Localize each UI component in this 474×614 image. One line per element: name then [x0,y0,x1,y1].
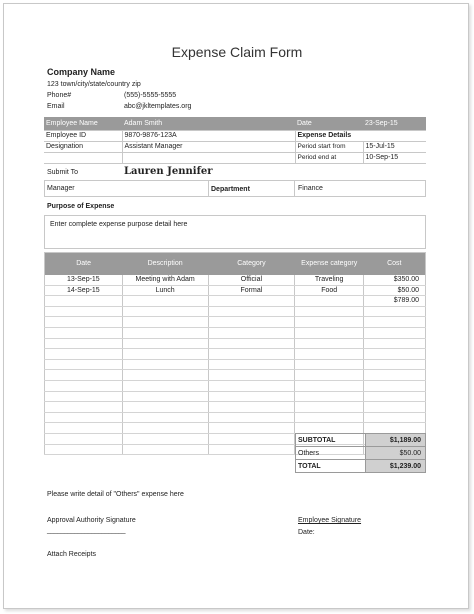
table-row [45,359,426,370]
cell-description[interactable]: Lunch [122,285,208,296]
empty-cell[interactable] [208,349,295,360]
empty-cell[interactable] [364,359,426,370]
cell-description[interactable] [122,296,208,307]
empty-cell[interactable] [295,317,364,328]
cell-expense-category[interactable]: Traveling [295,275,364,286]
empty-cell[interactable] [208,402,295,413]
cell-category[interactable] [208,296,295,307]
approval-signature-line[interactable]: _______________________ [47,527,126,534]
employee-name-value[interactable]: Adam Smith [122,117,295,130]
others-label: Others [296,447,366,460]
col-header-cost: Cost [364,253,426,275]
approval-signature-label: Approval Authority Signature [47,517,136,524]
empty-cell[interactable] [45,402,123,413]
empty-cell[interactable] [122,444,208,455]
empty-cell[interactable] [295,338,364,349]
empty-cell[interactable] [208,380,295,391]
empty-cell[interactable] [208,433,295,444]
empty-cell[interactable] [122,402,208,413]
empty-cell[interactable] [45,338,123,349]
empty-cell[interactable] [295,370,364,381]
empty-cell[interactable] [45,423,123,434]
company-name: Company Name [47,67,116,77]
table-row [45,349,426,360]
empty-cell[interactable] [295,380,364,391]
empty-cell[interactable] [208,444,295,455]
col-header-expense-category: Expense category [295,253,364,275]
cell-date[interactable]: 13-Sep-15 [45,275,123,286]
table-row [45,391,426,402]
cell-category[interactable]: Official [208,275,295,286]
col-header-category: Category [208,253,295,275]
signature-date-label: Date: [298,529,315,536]
empty-cell[interactable] [208,412,295,423]
cell-expense-category[interactable]: Food [295,285,364,296]
table-row [45,285,426,296]
date-value[interactable]: 23-Sep-15 [363,117,426,130]
purpose-textarea[interactable] [44,215,426,249]
empty-cell[interactable] [122,380,208,391]
employee-id-label: Employee ID [44,130,122,141]
empty-cell[interactable] [45,444,123,455]
cell-cost[interactable]: $350.00 [364,275,426,286]
empty-cell[interactable] [295,423,364,434]
empty-cell[interactable] [364,327,426,338]
subtotal-value: $1,189.00 [366,434,426,447]
empty-cell[interactable] [122,349,208,360]
submit-to-name[interactable]: Lauren Jennifer [124,166,213,177]
empty-cell[interactable] [45,349,123,360]
empty-cell[interactable] [122,412,208,423]
table-row [45,370,426,381]
purpose-text: Enter complete expense purpose detail here [50,221,188,228]
empty-cell[interactable] [364,370,426,381]
period-start-value[interactable]: 15-Jul-15 [363,141,426,152]
empty-cell[interactable] [122,327,208,338]
designation-value[interactable]: Assistant Manager [122,141,295,152]
period-start-label: Period start from [295,141,363,152]
empty-cell[interactable] [364,412,426,423]
empty-cell[interactable] [364,306,426,317]
employee-name-label: Employee Name [44,117,122,130]
cell-category[interactable]: Formal [208,285,295,296]
col-header-date: Date [45,253,123,275]
empty-cell[interactable] [208,338,295,349]
col-header-description: Description [122,253,208,275]
empty-cell[interactable] [295,391,364,402]
empty-cell[interactable] [364,402,426,413]
manager-label: Manager [47,185,75,192]
empty-cell[interactable] [295,402,364,413]
empty-cell[interactable] [208,423,295,434]
cell-expense-category[interactable] [295,296,364,307]
submit-to-label: Submit To [47,169,78,176]
empty-cell[interactable] [208,306,295,317]
period-end-value[interactable]: 10-Sep-15 [363,152,426,163]
table-row [45,296,426,307]
employee-signature-label[interactable]: Employee Signature [298,517,362,524]
empty-cell[interactable] [295,349,364,360]
empty-cell[interactable] [364,317,426,328]
others-value[interactable]: $50.00 [366,447,426,460]
divider [208,180,209,197]
table-row [45,423,426,434]
subtotal-label: SUBTOTAL [296,434,366,447]
empty-cell[interactable] [45,306,123,317]
department-label: Department [211,186,250,193]
email-label: Email [47,103,65,110]
empty-cell[interactable] [364,423,426,434]
empty-cell[interactable] [122,391,208,402]
others-note: Please write detail of "Others" expense here [47,491,184,498]
empty-cell[interactable] [208,327,295,338]
empty-cell[interactable] [122,317,208,328]
empty-cell[interactable] [208,317,295,328]
empty-cell[interactable] [295,306,364,317]
table-row [45,402,426,413]
empty-cell[interactable] [122,359,208,370]
empty-cell[interactable] [45,317,123,328]
empty-cell[interactable] [208,370,295,381]
purpose-label: Purpose of Expense [47,203,115,210]
table-row [45,338,426,349]
empty-cell[interactable] [45,380,123,391]
empty-cell[interactable] [208,391,295,402]
department-value[interactable]: Finance [298,185,323,192]
empty-cell[interactable] [122,338,208,349]
cell-cost[interactable]: $789.00 [364,296,426,307]
empty-cell[interactable] [208,359,295,370]
company-address: 123 town/city/state/country zip [47,81,141,88]
empty-cell[interactable] [122,306,208,317]
attach-receipts: Attach Receipts [47,551,97,558]
empty-cell[interactable] [295,412,364,423]
divider [294,180,295,197]
empty-cell[interactable] [45,327,123,338]
cell-date[interactable]: 14-Sep-15 [45,285,123,296]
empty-cell[interactable] [45,412,123,423]
phone-value: (555)-5555-5555 [124,92,177,99]
employee-info-table [44,117,426,164]
form-title: Expense Claim Form [171,44,303,60]
empty-cell[interactable] [364,349,426,360]
table-row [45,380,426,391]
cell-description[interactable]: Meeting with Adam [122,275,208,286]
designation-label: Designation [44,141,122,152]
email-value: abc@jkltemplates.org [124,103,192,110]
expense-table [44,252,426,455]
empty-cell[interactable] [122,423,208,434]
empty-cell[interactable] [45,433,123,444]
empty-cell[interactable] [122,370,208,381]
empty-cell[interactable] [45,391,123,402]
empty-cell[interactable] [364,380,426,391]
table-row [45,317,426,328]
period-end-label: Period end at [295,152,363,163]
empty-cell[interactable] [295,359,364,370]
total-label: TOTAL [296,460,366,473]
total-value: $1,239.00 [366,460,426,473]
phone-label: Phone# [47,92,72,99]
empty-cell[interactable] [45,359,123,370]
empty-cell[interactable] [364,391,426,402]
empty-cell[interactable] [45,370,123,381]
table-row [45,412,426,423]
table-row [45,306,426,317]
empty-cell[interactable] [295,327,364,338]
table-row [45,275,426,286]
employee-id-value[interactable]: 9870-9876-123A [122,130,295,141]
cell-date[interactable] [45,296,123,307]
table-row [45,327,426,338]
cell-cost[interactable]: $50.00 [364,285,426,296]
empty-cell[interactable] [122,433,208,444]
empty-cell[interactable] [364,338,426,349]
date-label: Date [295,117,363,130]
expense-details-label: Expense Details [295,130,363,141]
totals-table [295,433,426,473]
